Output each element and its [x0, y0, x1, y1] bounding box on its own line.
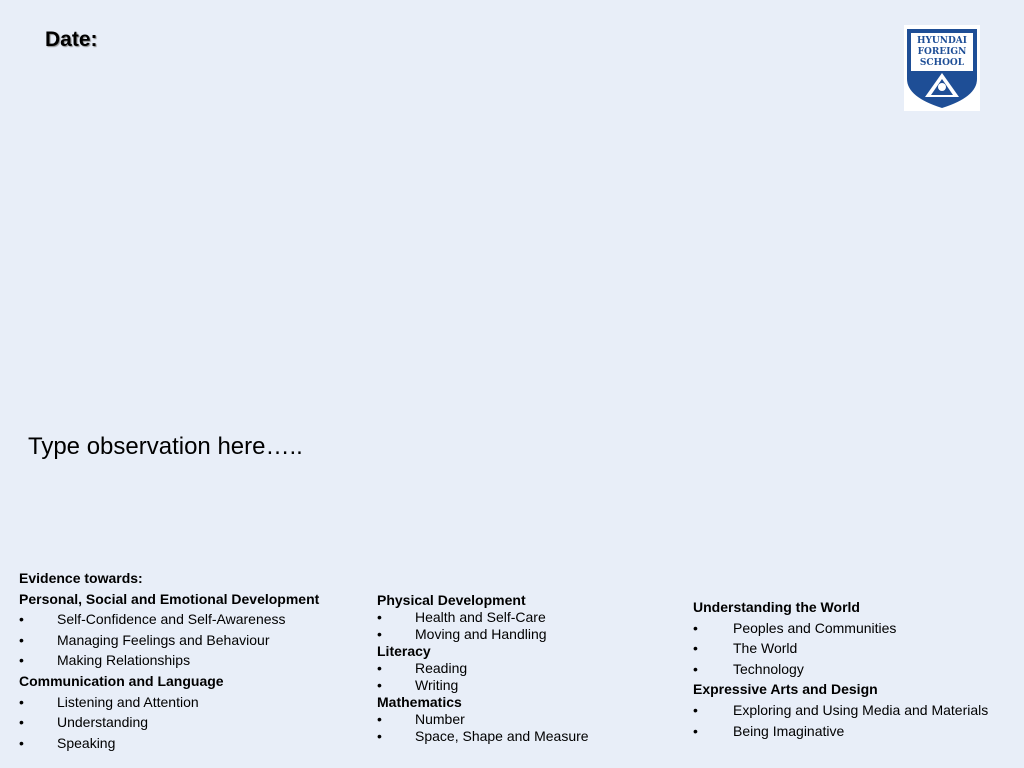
bullet: • [19, 734, 24, 751]
area-item-label: Self-Confidence and Self-Awareness [57, 611, 286, 628]
bullet: • [377, 728, 382, 744]
bullet: • [693, 640, 698, 657]
bullet: • [377, 660, 382, 676]
area-item [693, 721, 988, 742]
area-item-label: Peoples and Communities [733, 619, 897, 636]
logo-text-line2: FOREIGN [917, 47, 967, 57]
area-item [377, 728, 589, 745]
area-item-label: Exploring and Using Media and Materials [733, 701, 989, 718]
area-title: Literacy [377, 643, 431, 659]
area-item [377, 711, 589, 728]
bullet: • [19, 652, 24, 669]
area-item-label: The World [733, 640, 798, 657]
bullet: • [19, 611, 24, 628]
logo-text-line3: SCHOOL [919, 58, 965, 68]
bullet: • [19, 714, 24, 731]
bullet: • [693, 701, 698, 718]
evidence-column-2 [377, 592, 589, 745]
bullet: • [693, 619, 698, 636]
bullet: • [377, 609, 382, 625]
area-item-label: Number [415, 711, 465, 727]
area-item [377, 677, 589, 694]
area-item-label: Listening and Attention [57, 693, 199, 710]
bullet: • [19, 693, 24, 710]
bullet: • [377, 711, 382, 727]
date-label: Date: [45, 28, 98, 51]
area-title: Mathematics [377, 694, 462, 710]
area-item-label: Space, Shape and Measure [415, 728, 589, 744]
area-item-label: Speaking [57, 734, 116, 751]
area-item [19, 712, 319, 733]
area-title: Expressive Arts and Design [693, 681, 878, 698]
area-item [693, 659, 988, 680]
area-title: Understanding the World [693, 599, 860, 615]
area-title: Personal, Social and Emotional Development [19, 590, 320, 607]
area-item-label: Writing [415, 677, 459, 693]
bullet: • [693, 722, 698, 739]
school-crest-icon [904, 25, 980, 111]
area-item-label: Managing Feelings and Behaviour [57, 631, 270, 648]
area-item [19, 650, 319, 671]
area-item [377, 660, 589, 677]
evidence-column-1 [19, 568, 319, 753]
evidence-column-3 [693, 597, 988, 741]
logo-text-line1: HYUNDAI [916, 36, 968, 46]
bullet: • [19, 631, 24, 648]
bullet: • [377, 677, 382, 693]
area-item-label: Technology [733, 660, 804, 677]
area-item-label: Understanding [57, 714, 149, 731]
area-item [377, 609, 589, 626]
bullet: • [693, 660, 698, 677]
area-item [693, 638, 988, 659]
area-item-label: Moving and Handling [415, 626, 547, 642]
area-item [693, 700, 988, 721]
observation-text[interactable]: Type observation here….. [28, 433, 303, 460]
area-item [19, 609, 319, 630]
area-item [19, 630, 319, 651]
area-item [19, 733, 319, 754]
area-title: Physical Development [377, 592, 526, 608]
area-item-label: Being Imaginative [733, 722, 845, 739]
bullet: • [377, 626, 382, 642]
area-item [377, 626, 589, 643]
area-title: Communication and Language [19, 672, 224, 689]
area-item [19, 692, 319, 713]
area-item-label: Health and Self-Care [415, 609, 546, 625]
area-item-label: Making Relationships [57, 652, 191, 669]
area-item-label: Reading [415, 660, 468, 676]
school-logo [904, 25, 980, 111]
evidence-intro: Evidence towards: [19, 570, 143, 586]
area-item [693, 618, 988, 639]
